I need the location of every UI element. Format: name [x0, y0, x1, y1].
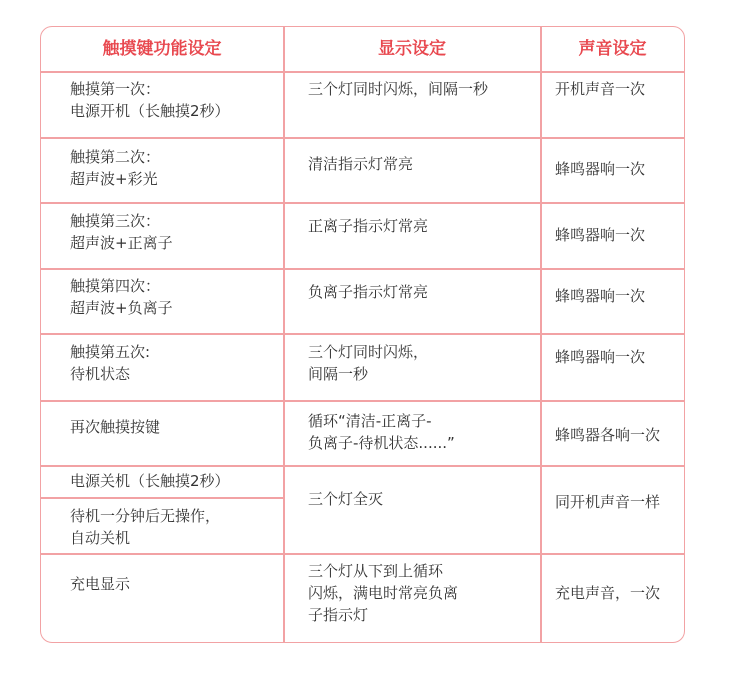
sound-cell: 蜂鸣器各响一次	[555, 426, 661, 444]
touch-line: 超声波+彩光	[70, 170, 158, 188]
display-line: 三个灯同时闪烁，间隔一秒	[308, 80, 489, 98]
header-touch-function: 触摸键功能设定	[102, 39, 222, 59]
touch-cell	[70, 573, 130, 595]
touch-line: 待机状态	[70, 365, 131, 383]
touch-cell	[70, 275, 173, 319]
display-line: 闪烁，满电时常亮负离	[308, 584, 459, 602]
row-divider	[41, 497, 283, 499]
touch-line: 电源关机（长触摸2秒）	[70, 472, 230, 490]
touch-line: 触摸第一次：	[70, 80, 161, 98]
display-line: 清洁指示灯常亮	[308, 155, 414, 173]
display-cell	[308, 488, 383, 510]
header-display-setting: 显示设定	[378, 39, 446, 59]
display-line: 三个灯从下到上循环	[308, 562, 444, 580]
row-divider	[41, 202, 684, 204]
column-divider	[540, 27, 542, 642]
column-divider	[283, 27, 285, 642]
display-line: 循环“清洁-正离子-	[308, 412, 432, 430]
display-cell	[308, 215, 428, 237]
display-cell	[308, 153, 413, 175]
header-sound-setting: 声音设定	[578, 39, 647, 59]
touch-line: 充电显示	[70, 575, 131, 593]
display-line: 负离子-待机状态......”	[308, 434, 455, 452]
touch-cell	[70, 341, 150, 385]
row-divider	[41, 553, 684, 555]
row-divider	[41, 268, 684, 270]
touch-cell	[70, 78, 230, 122]
touch-cell	[70, 146, 160, 190]
display-cell	[308, 341, 428, 385]
touch-line: 超声波+正离子	[70, 234, 173, 252]
display-cell	[308, 410, 455, 454]
touch-cell	[70, 210, 173, 254]
sound-cell: 蜂鸣器响一次	[555, 226, 646, 244]
sound-cell: 蜂鸣器响一次	[555, 287, 646, 305]
display-line: 子指示灯	[308, 606, 369, 624]
display-line: 间隔一秒	[308, 365, 369, 383]
touch-line: 待机一分钟后无操作，	[70, 507, 221, 525]
display-line: 三个灯同时闪烁，	[308, 343, 429, 361]
touch-line: 电源开机（长触摸2秒）	[70, 102, 230, 120]
sound-cell: 蜂鸣器响一次	[555, 348, 646, 366]
touch-line: 触摸第二次：	[70, 148, 161, 166]
display-line: 正离子指示灯常亮	[308, 217, 429, 235]
touch-cell	[70, 505, 220, 549]
touch-line: 触摸第五次:	[70, 343, 151, 361]
touch-line: 触摸第四次：	[70, 277, 161, 295]
row-divider	[41, 465, 684, 467]
sound-cell: 开机声音一次	[555, 80, 646, 98]
display-cell	[308, 560, 458, 626]
display-line: 三个灯全灭	[308, 490, 384, 508]
sound-cell: 蜂鸣器响一次	[555, 160, 646, 178]
display-cell	[308, 281, 428, 303]
row-divider	[41, 400, 684, 402]
touch-line: 触摸第三次：	[70, 212, 161, 230]
touch-line: 再次触摸按键	[70, 418, 161, 436]
touch-cell	[70, 470, 230, 492]
display-line: 负离子指示灯常亮	[308, 283, 429, 301]
sound-cell: 同开机声音一样	[555, 493, 661, 511]
touch-line: 超声波+负离子	[70, 299, 173, 317]
display-cell	[308, 78, 488, 100]
sound-cell: 充电声音，一次	[555, 584, 661, 602]
touch-line: 自动关机	[70, 529, 131, 547]
touch-cell	[70, 416, 160, 438]
row-divider	[41, 333, 684, 335]
row-divider	[41, 137, 684, 139]
